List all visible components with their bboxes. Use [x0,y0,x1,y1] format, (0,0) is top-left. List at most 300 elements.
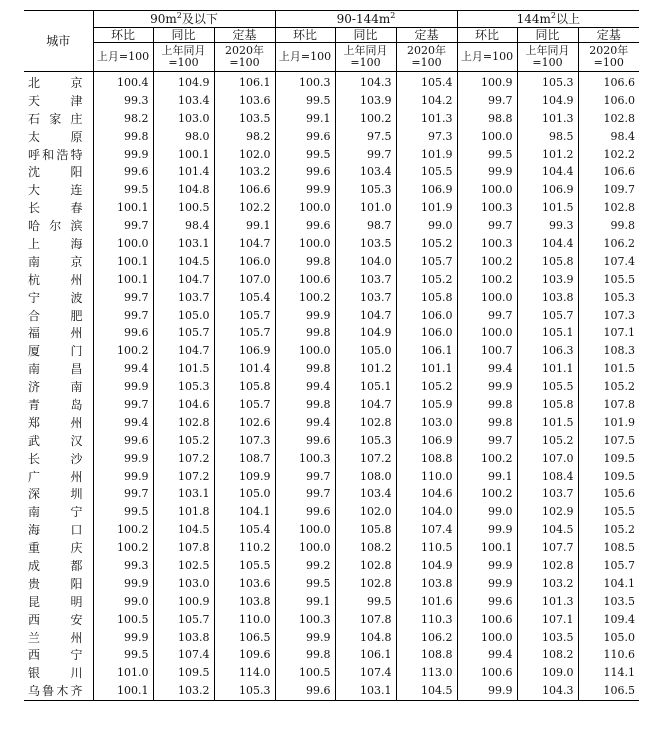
index-value-cell: 103.8 [517,289,578,307]
table-row [24,271,639,289]
index-value-cell: 108.2 [517,647,578,665]
index-value-cell: 105.7 [153,324,214,342]
index-value-cell: 103.1 [153,235,214,253]
index-value-cell: 104.7 [153,342,214,360]
index-value-cell: 105.7 [214,307,275,325]
index-value-cell: 104.9 [153,72,214,92]
table-row [24,593,639,611]
index-value-cell: 105.5 [396,163,457,181]
index-value-cell: 103.8 [153,629,214,647]
base-period-line1: 2020年 [589,44,629,57]
index-value-cell: 100.4 [93,72,153,92]
fixed-base-header: 定基 [396,28,457,43]
base-period-line1: 上年同月 [525,44,570,57]
index-value-cell: 110.2 [214,539,275,557]
index-value-cell: 108.8 [396,450,457,468]
index-value-cell: 106.5 [214,629,275,647]
index-value-cell: 102.8 [335,557,396,575]
index-value-cell: 102.8 [335,575,396,593]
index-value-cell: 102.9 [517,503,578,521]
index-value-cell: 107.3 [214,432,275,450]
index-value-cell: 98.0 [153,128,214,146]
index-value-cell: 102.8 [517,557,578,575]
index-value-cell: 100.1 [457,539,517,557]
index-value-cell: 100.2 [457,450,517,468]
index-value-cell: 104.8 [153,181,214,199]
index-value-cell: 99.5 [93,181,153,199]
index-value-cell: 99.4 [93,360,153,378]
index-value-cell: 101.3 [517,110,578,128]
city-cell: 兰州 [24,629,93,647]
index-value-cell: 105.8 [335,521,396,539]
base-period-header [93,43,153,72]
table-row [24,468,639,486]
index-value-cell: 109.5 [578,468,639,486]
index-value-cell: 103.9 [517,271,578,289]
city-cell: 西安 [24,611,93,629]
index-value-cell: 99.8 [275,396,335,414]
index-value-cell: 105.0 [214,485,275,503]
index-value-cell: 104.3 [517,682,578,700]
index-value-cell: 99.7 [457,432,517,450]
base-period-line2: =100 [593,56,624,69]
base-header-row [24,43,639,72]
index-value-cell: 99.6 [457,593,517,611]
base-period-line2: =100 [229,56,260,69]
index-value-cell: 102.5 [153,557,214,575]
index-value-cell: 105.1 [517,324,578,342]
base-period-line1: 2020年 [407,44,447,57]
index-value-cell: 100.0 [275,539,335,557]
index-value-cell: 104.0 [335,253,396,271]
index-value-cell: 99.1 [457,468,517,486]
index-value-cell: 102.0 [335,503,396,521]
index-value-cell: 100.0 [457,289,517,307]
index-value-cell: 102.2 [214,199,275,217]
index-value-cell: 100.3 [275,450,335,468]
index-value-cell: 99.8 [578,217,639,235]
index-value-cell: 104.7 [335,307,396,325]
index-value-cell: 102.8 [578,110,639,128]
index-value-cell: 99.6 [275,217,335,235]
city-cell: 上海 [24,235,93,253]
index-value-cell: 99.9 [275,181,335,199]
index-value-cell: 106.0 [578,92,639,110]
index-value-cell: 101.3 [517,593,578,611]
index-value-cell: 103.7 [335,271,396,289]
index-value-cell: 99.9 [93,450,153,468]
index-value-cell: 105.2 [396,378,457,396]
index-value-cell: 104.5 [517,521,578,539]
index-value-cell: 100.5 [153,199,214,217]
index-value-cell: 104.0 [396,503,457,521]
index-value-cell: 105.7 [578,557,639,575]
table-row [24,163,639,181]
base-period-line1: 上月=100 [278,50,332,63]
index-value-cell: 109.5 [578,450,639,468]
index-value-cell: 99.6 [275,432,335,450]
index-value-cell: 98.2 [214,128,275,146]
index-value-cell: 99.7 [275,485,335,503]
index-value-cell: 107.1 [517,611,578,629]
index-value-cell: 100.6 [275,271,335,289]
table-row [24,575,639,593]
index-value-cell: 99.9 [457,682,517,700]
city-cell: 重庆 [24,539,93,557]
index-value-cell: 103.2 [517,575,578,593]
city-cell: 西宁 [24,647,93,665]
table-row [24,450,639,468]
city-cell: 福州 [24,324,93,342]
city-cell: 沈阳 [24,163,93,181]
index-value-cell: 100.9 [457,72,517,92]
index-value-cell: 102.0 [214,146,275,164]
index-value-cell: 99.9 [457,575,517,593]
index-value-cell: 99.4 [457,360,517,378]
table-row [24,307,639,325]
category-header-small: $90m^2$及以下 [93,11,275,28]
index-value-cell: 101.5 [578,360,639,378]
base-period-line1: 上月=100 [460,50,514,63]
index-value-cell: 106.0 [214,253,275,271]
index-value-cell: 103.7 [517,485,578,503]
fixed-base-header: 定基 [214,28,275,43]
index-value-cell: 110.3 [396,611,457,629]
index-value-cell: 105.5 [214,557,275,575]
index-value-cell: 100.0 [457,128,517,146]
city-cell: 广州 [24,468,93,486]
index-value-cell: 108.3 [578,342,639,360]
index-value-cell: 105.4 [214,289,275,307]
index-value-cell: 105.8 [517,396,578,414]
city-cell: 呼和浩特 [24,146,93,164]
index-value-cell: 105.3 [335,432,396,450]
category-header-large: $144m^2$以上 [457,11,639,28]
index-value-cell: 101.9 [396,199,457,217]
city-cell: 长沙 [24,450,93,468]
index-value-cell: 100.5 [275,664,335,682]
index-value-cell: 106.9 [517,181,578,199]
city-cell: 太原 [24,128,93,146]
index-value-cell: 103.5 [578,593,639,611]
index-value-cell: 100.0 [93,235,153,253]
index-value-cell: 101.2 [335,360,396,378]
sub-header-row [24,28,639,43]
index-value-cell: 99.3 [93,92,153,110]
index-value-cell: 105.8 [396,289,457,307]
index-value-cell: 105.0 [578,629,639,647]
index-value-cell: 99.7 [93,217,153,235]
base-period-line1: 上月=100 [96,50,150,63]
index-value-cell: 104.6 [153,396,214,414]
index-value-cell: 110.0 [396,468,457,486]
table-row [24,485,639,503]
index-value-cell: 99.6 [275,163,335,181]
index-value-cell: 100.0 [275,199,335,217]
index-value-cell: 107.8 [578,396,639,414]
index-value-cell: 100.7 [457,342,517,360]
index-value-cell: 106.9 [396,181,457,199]
index-value-cell: 105.2 [396,271,457,289]
city-cell: 南宁 [24,503,93,521]
index-value-cell: 99.5 [93,647,153,665]
city-cell: 成都 [24,557,93,575]
index-value-cell: 99.6 [275,503,335,521]
table-header [24,11,639,72]
city-cell: 青岛 [24,396,93,414]
index-value-cell: 100.0 [457,324,517,342]
index-value-cell: 99.9 [93,378,153,396]
base-period-header [457,43,517,72]
index-value-cell: 98.7 [335,217,396,235]
index-value-cell: 110.6 [578,647,639,665]
index-value-cell: 101.1 [396,360,457,378]
index-value-cell: 105.4 [396,72,457,92]
table-row [24,378,639,396]
table-row [24,539,639,557]
table-row [24,324,639,342]
index-value-cell: 105.3 [578,289,639,307]
table-row [24,611,639,629]
index-value-cell: 106.0 [396,324,457,342]
index-value-cell: 105.5 [578,271,639,289]
index-value-cell: 104.7 [153,271,214,289]
index-value-cell: 105.1 [335,378,396,396]
index-value-cell: 107.8 [335,611,396,629]
index-value-cell: 106.1 [396,342,457,360]
city-cell: 厦门 [24,342,93,360]
index-value-cell: 103.6 [214,92,275,110]
index-value-cell: 106.1 [214,72,275,92]
index-value-cell: 108.0 [335,468,396,486]
base-period-header [396,43,457,72]
city-column-header: 城市 [24,11,93,72]
index-value-cell: 106.9 [396,432,457,450]
index-value-cell: 104.2 [396,92,457,110]
index-value-cell: 104.7 [214,235,275,253]
mom-header: 环比 [93,28,153,43]
index-value-cell: 100.2 [457,271,517,289]
index-value-cell: 110.0 [214,611,275,629]
index-value-cell: 99.5 [335,593,396,611]
city-cell: 宁波 [24,289,93,307]
index-value-cell: 99.0 [396,217,457,235]
index-value-cell: 110.5 [396,539,457,557]
index-value-cell: 99.8 [275,360,335,378]
city-cell: 昆明 [24,593,93,611]
index-value-cell: 105.7 [396,253,457,271]
index-value-cell: 114.0 [214,664,275,682]
index-value-cell: 109.5 [153,664,214,682]
base-period-line2: =100 [411,56,442,69]
table-row [24,342,639,360]
index-value-cell: 108.5 [578,539,639,557]
index-value-cell: 99.8 [457,396,517,414]
index-value-cell: 102.8 [335,414,396,432]
index-value-cell: 103.1 [153,485,214,503]
table-row [24,253,639,271]
index-value-cell: 105.7 [517,307,578,325]
index-value-cell: 105.2 [396,235,457,253]
index-value-cell: 108.7 [214,450,275,468]
city-cell: 银川 [24,664,93,682]
table-row [24,72,639,92]
index-value-cell: 101.2 [517,146,578,164]
base-period-header [578,43,639,72]
index-value-cell: 107.0 [214,271,275,289]
index-value-cell: 104.4 [517,163,578,181]
base-period-line2: =100 [532,56,563,69]
index-value-cell: 100.2 [93,539,153,557]
table-row [24,217,639,235]
index-value-cell: 99.7 [93,485,153,503]
index-value-cell: 105.8 [214,378,275,396]
category-header-medium: $90-144m^2$ [275,11,457,28]
index-value-cell: 99.8 [275,324,335,342]
index-value-cell: 103.0 [153,575,214,593]
index-value-cell: 100.1 [93,253,153,271]
table-row [24,414,639,432]
index-value-cell: 97.3 [396,128,457,146]
index-value-cell: 102.8 [578,199,639,217]
index-value-cell: 98.2 [93,110,153,128]
price-index-table-wrapper [24,10,639,701]
index-value-cell: 107.2 [335,450,396,468]
index-value-cell: 103.5 [335,235,396,253]
table-row [24,682,639,700]
index-value-cell: 100.2 [335,110,396,128]
index-value-cell: 100.1 [93,199,153,217]
index-value-cell: 100.3 [275,72,335,92]
index-value-cell: 97.5 [335,128,396,146]
table-row [24,629,639,647]
table-row [24,432,639,450]
table-row [24,664,639,682]
index-value-cell: 101.8 [153,503,214,521]
index-value-cell: 107.2 [153,450,214,468]
index-value-cell: 99.4 [275,378,335,396]
city-cell: 北京 [24,72,93,92]
index-value-cell: 99.5 [457,146,517,164]
index-value-cell: 100.2 [275,289,335,307]
index-value-cell: 101.5 [517,199,578,217]
index-value-cell: 104.3 [335,72,396,92]
index-value-cell: 99.0 [457,503,517,521]
table-row [24,92,639,110]
city-cell: 大连 [24,181,93,199]
index-value-cell: 105.2 [153,432,214,450]
index-value-cell: 98.5 [517,128,578,146]
index-value-cell: 103.4 [335,163,396,181]
index-value-cell: 104.5 [396,682,457,700]
table-row [24,521,639,539]
index-value-cell: 105.5 [517,378,578,396]
index-value-cell: 106.6 [214,181,275,199]
index-value-cell: 104.1 [578,575,639,593]
table-row [24,396,639,414]
price-index-table [24,10,639,701]
index-value-cell: 98.8 [457,110,517,128]
index-value-cell: 106.6 [578,72,639,92]
index-value-cell: 99.8 [93,128,153,146]
city-cell: 杭州 [24,271,93,289]
index-value-cell: 100.3 [457,235,517,253]
index-value-cell: 107.8 [153,539,214,557]
yoy-header: 同比 [153,28,214,43]
index-value-cell: 99.5 [275,146,335,164]
fixed-base-header: 定基 [578,28,639,43]
index-value-cell: 100.1 [93,271,153,289]
index-value-cell: 102.6 [214,414,275,432]
index-value-cell: 109.7 [578,181,639,199]
index-value-cell: 101.0 [335,199,396,217]
index-value-cell: 103.4 [335,485,396,503]
index-value-cell: 98.4 [578,128,639,146]
index-value-cell: 106.2 [578,235,639,253]
index-value-cell: 107.3 [578,307,639,325]
index-value-cell: 108.2 [335,539,396,557]
index-value-cell: 108.8 [396,647,457,665]
index-value-cell: 104.9 [335,324,396,342]
index-value-cell: 103.8 [214,593,275,611]
index-value-cell: 104.1 [214,503,275,521]
index-value-cell: 104.7 [335,396,396,414]
index-value-cell: 99.7 [93,289,153,307]
index-value-cell: 105.7 [214,396,275,414]
city-cell: 天津 [24,92,93,110]
index-value-cell: 99.7 [93,307,153,325]
index-value-cell: 105.2 [517,432,578,450]
index-value-cell: 105.0 [335,342,396,360]
index-value-cell: 99.6 [275,682,335,700]
index-value-cell: 103.4 [153,92,214,110]
base-period-header [517,43,578,72]
city-cell: 南京 [24,253,93,271]
index-value-cell: 107.1 [578,324,639,342]
mom-header: 环比 [275,28,335,43]
table-row [24,557,639,575]
city-cell: 石家庄 [24,110,93,128]
table-row [24,647,639,665]
index-value-cell: 104.9 [396,557,457,575]
index-value-cell: 105.5 [578,503,639,521]
index-value-cell: 107.4 [578,253,639,271]
index-value-cell: 104.9 [517,92,578,110]
index-value-cell: 105.6 [578,485,639,503]
index-value-cell: 99.7 [457,217,517,235]
index-value-cell: 103.5 [214,110,275,128]
city-cell: 贵阳 [24,575,93,593]
index-value-cell: 99.9 [457,163,517,181]
yoy-header: 同比 [517,28,578,43]
index-value-cell: 105.8 [517,253,578,271]
index-value-cell: 106.6 [578,163,639,181]
index-value-cell: 99.1 [214,217,275,235]
table-row [24,110,639,128]
city-cell: 郑州 [24,414,93,432]
index-value-cell: 99.4 [457,647,517,665]
index-value-cell: 105.7 [214,324,275,342]
index-value-cell: 105.0 [153,307,214,325]
index-value-cell: 105.3 [214,682,275,700]
index-value-cell: 99.7 [93,396,153,414]
base-period-line1: 上年同月 [161,44,206,57]
base-period-header [153,43,214,72]
index-value-cell: 105.4 [214,521,275,539]
table-row [24,503,639,521]
index-value-cell: 100.0 [275,235,335,253]
index-value-cell: 99.6 [93,324,153,342]
